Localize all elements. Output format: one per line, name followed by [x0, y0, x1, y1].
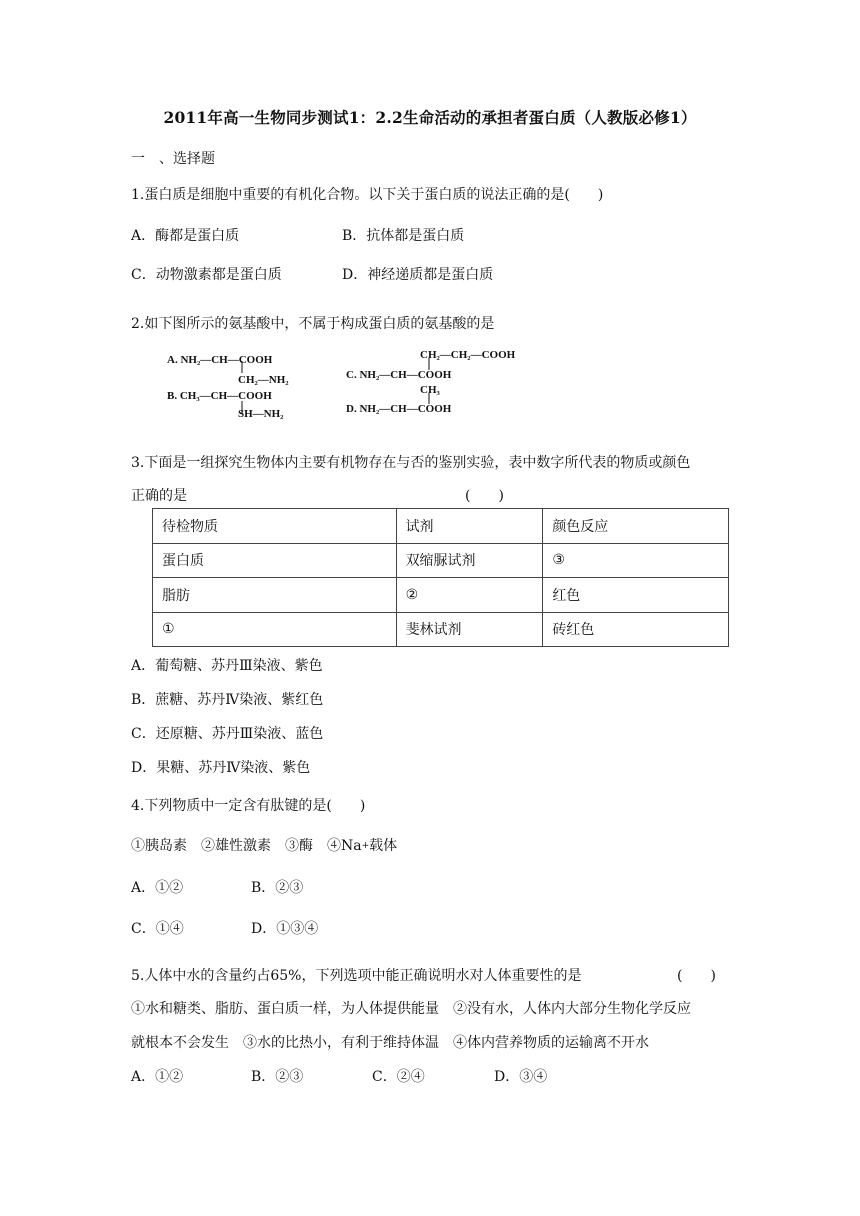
q3-stem-line2: 正确的是: [131, 488, 187, 504]
q5-option-d: D．③④: [494, 1069, 548, 1085]
amino-a-side: CH₂—NH₂: [238, 374, 289, 386]
table-header-cell: 颜色反应: [543, 509, 729, 544]
q5-answer-paren: ( ): [677, 968, 716, 984]
q4-option-a: A．①②: [131, 880, 184, 896]
table-cell: 斐林试剂: [396, 612, 543, 647]
table-row: [153, 612, 729, 647]
table-row: [153, 578, 729, 613]
table-cell: ②: [396, 578, 543, 613]
amino-d-top: CH₃: [420, 384, 440, 396]
q1-option-d: D．神经递质都是蛋白质: [342, 267, 494, 283]
q4-stem: 4.下列物质中一定含有肽键的是( ): [131, 798, 366, 814]
table-header-cell: 试剂: [396, 509, 543, 544]
q4-items-superscript: +: [361, 841, 370, 851]
q3-option-b: B．蔗糖、苏丹Ⅳ染液、紫红色: [131, 692, 324, 708]
table-header-cell: 待检物质: [153, 509, 397, 544]
amino-a-main: A. NH₂—CH—COOH: [167, 354, 273, 366]
table-cell: 砖红色: [543, 612, 729, 647]
q4-items-suffix: 载体: [369, 838, 398, 854]
table-row: [153, 543, 729, 578]
q5-items-line2: 就根本不会发生 ③水的比热小，有利于维持体温 ④体内营养物质的运输离不开水: [131, 1035, 649, 1051]
table-cell: 红色: [543, 578, 729, 613]
q3-option-d: D．果糖、苏丹Ⅳ染液、紫色: [131, 760, 311, 776]
section-heading: 一 、选择题: [131, 151, 215, 167]
q5-stem: 5.人体中水的含量约占65%，下列选项中能正确说明水对人体重要性的是: [131, 968, 582, 984]
q4-items-text: ①胰岛素 ②雄性激素 ③酶 ④Na: [131, 838, 362, 854]
q5-items-line1: ①水和糖类、脂肪、蛋白质一样，为人体提供能量 ②没有水，人体内大部分生物化学反应: [131, 1001, 691, 1017]
amino-b-main: B. CH₃—CH—COOH: [167, 390, 272, 402]
q5-option-a: A．①②: [131, 1069, 184, 1085]
q4-items: [131, 835, 397, 855]
q4-option-b: B．②③: [251, 880, 304, 896]
q1-option-c: C．动物激素都是蛋白质: [131, 267, 282, 283]
q3-option-c: C．还原糖、苏丹Ⅲ染液、蓝色: [131, 726, 324, 742]
q1-option-a: A．酶都是蛋白质: [131, 228, 240, 244]
q3-answer-paren: ( ): [465, 488, 504, 504]
table-cell: ①: [153, 612, 397, 647]
q5-option-c: C．②④: [372, 1069, 425, 1085]
page-title: 2011年高一生物同步测试1：2.2生命活动的承担者蛋白质（人教版必修1）: [163, 108, 697, 127]
table-cell: 蛋白质: [153, 543, 397, 578]
table-cell: 脂肪: [153, 578, 397, 613]
amino-c-top: CH₂—CH₂—COOH: [420, 349, 516, 361]
q5-option-b: B．②③: [251, 1069, 304, 1085]
reagent-table: [152, 508, 729, 647]
q2-stem: 2.如下图所示的氨基酸中，不属于构成蛋白质的氨基酸的是: [131, 316, 495, 332]
q3-stem-line1: 3.下面是一组探究生物体内主要有机物存在与否的鉴别实验，表中数字所代表的物质或颜色: [131, 455, 691, 471]
table-cell: 双缩脲试剂: [396, 543, 543, 578]
amino-acid-figure: [160, 343, 570, 423]
amino-d-main: D. NH₂—CH—COOH: [346, 403, 452, 415]
table-header-row: [153, 509, 729, 544]
amino-b-side: SH—NH₂: [238, 408, 284, 420]
q1-stem: 1.蛋白质是细胞中重要的有机化合物。以下关于蛋白质的说法正确的是( ): [131, 187, 604, 203]
amino-c-main: C. NH₂—CH—COOH: [346, 369, 452, 381]
q4-option-c: C．①④: [131, 921, 184, 937]
table-cell: ③: [543, 543, 729, 578]
q4-option-d: D．①③④: [251, 921, 319, 937]
q3-option-a: A．葡萄糖、苏丹Ⅲ染液、紫色: [131, 658, 323, 674]
q1-option-b: B．抗体都是蛋白质: [342, 228, 465, 244]
